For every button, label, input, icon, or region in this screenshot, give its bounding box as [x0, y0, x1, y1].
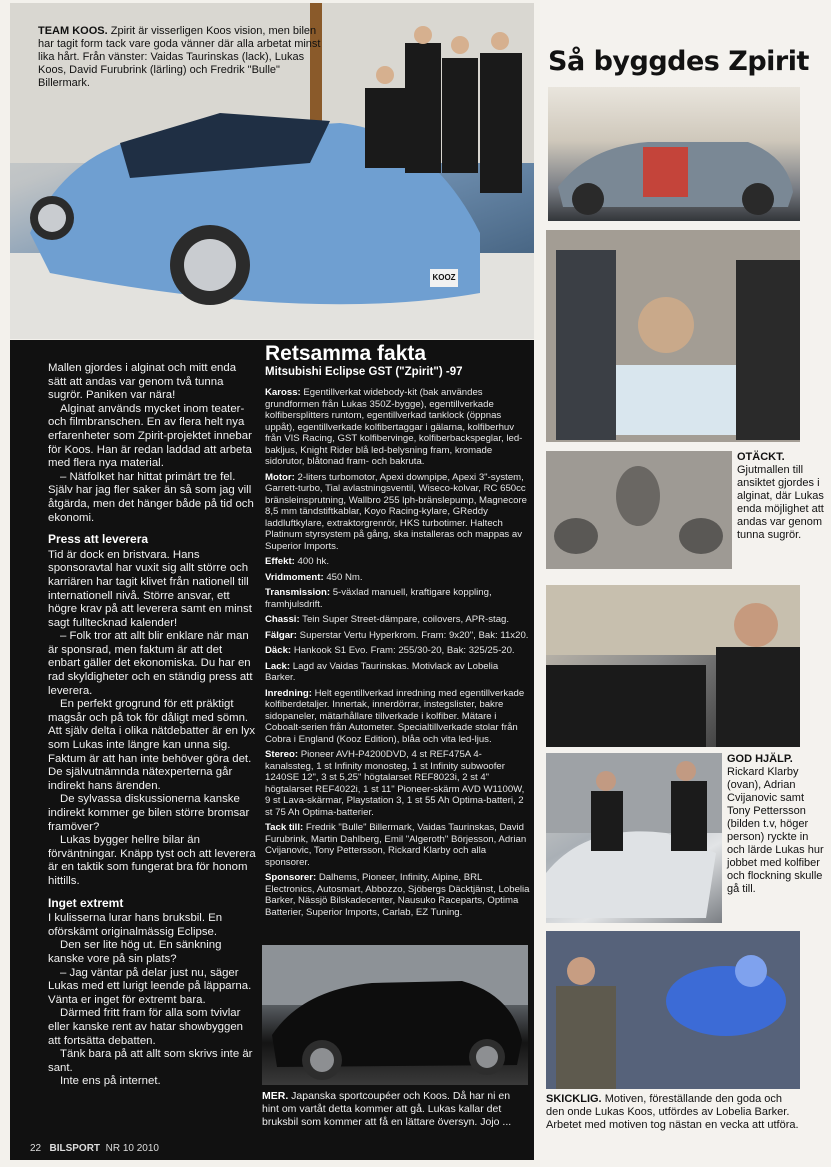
- fact-text: 2-liters turbomotor, Apexi downpipe, Apexi 3"-system, Garrett-turbo, Tial avlastningsventil, Wiseco-kolvar, RC 650cc bränsleinsprutning, Wallbro 255 lph-bränslepump, Magnecore 8,5 mm tändstiftkablar, Koyo Racing-kylare, GReddy laddluftkylare, extraktorgrenrör, HKS turbotimer. Haltech Platinum styrsystem på gång, ska installeras och mappas av Superior Imports.: [265, 471, 528, 552]
- fact-label: Vridmoment:: [265, 571, 324, 583]
- team-caption-lead: TEAM KOOS.: [38, 25, 108, 37]
- paragraph: – Jag väntar på delar just nu, säger Lukas med ett lurigt leende på läpparna. Vänta er inget för extremt bara.: [48, 966, 252, 1006]
- face-mold-photo: [546, 451, 732, 569]
- paragraph: I kulisserna lurar hans bruksbil. En oförskämt originalmässig Eclipse.: [48, 912, 223, 938]
- paragraph: Alginat används mycket inom teater- och filmbranschen. En av flera helt nya erfarenheter som Zpirit-projektet innebar för Koos. Han är redan laddad att arbeta med flera nya material.: [48, 402, 252, 470]
- fact-label: Kaross:: [265, 387, 301, 398]
- page-footer: [30, 1143, 159, 1154]
- fact-item: [265, 572, 530, 584]
- paragraph: Lukas bygger hellre bilar än förväntningar. Knäpp tyst och att leverera är en taktik som fungerat bra för honom hittills.: [48, 834, 256, 887]
- fact-label: Fälgar:: [265, 629, 297, 641]
- black-car-illustration: [262, 945, 528, 1085]
- fact-text: Pioneer AVH-P4200DVD, 4 st REF475A 4-kanalssteg, 1 st Infinity monosteg, 1 st Infinity subwoofer 1240SE 12", 3 st 5,25" högtalarset REF8023i, 2 st 4" högtalarset REF4022i, 1 st 11" Pioneer-skärm AVD W1100W, 9 st Lava-skärmar, Playstation 3, 1 st 55 Ah Optima-batteri, 2 st 75 Ah Optima-batterier.: [265, 749, 525, 818]
- face-mold-illustration: [546, 451, 732, 569]
- fact-item: [265, 587, 530, 610]
- paragraph: Inte ens på internet.: [60, 1075, 161, 1088]
- bottom-caption-text: Japanska sportcoupéer och Koos. Då har ni en hint om vartåt detta kommer att gå. Lukas kallar det bruksbil som kommer att få en lättare översyn. Jojo ...: [262, 1090, 512, 1128]
- fact-item: [265, 645, 530, 657]
- paragraph: – Nätfolket har hittat primärt tre fel. Själv har jag fler saker än så som jag vill åtgärda, men det hänger både på tid och ekonomi.: [48, 470, 254, 524]
- facts-subtitle: Mitsubishi Eclipse GST ("Zpirit") -97: [265, 366, 463, 378]
- fact-text: 5-växlad manuell, kraftigare koppling, framhjulsdrift.: [265, 587, 492, 610]
- fact-label: Sponsorer:: [265, 872, 317, 883]
- paragraph: Tänk bara på att allt som skrivs inte är sant.: [48, 1048, 253, 1074]
- fact-text: Helt egentillverkad inredning med egentillverkade kolfiberdetaljer. Innertak, innerdörrar, instegslister, bakre sidopaneler, mätarhållare tillverkade i kolfiber. Mätare i Coboalt-serien från Autometer. Specialtillverkade stolar från Cobra i England (Kooz Edition), blåa och vita led-ljus.: [265, 687, 525, 745]
- sidebar-title: Så byggdes Zpirit: [548, 46, 809, 77]
- paragraph: – Folk tror att allt blir enklare när man är sponsrad, men faktum är att det enbart gäller det ekonomiska. Du har en rad skyldigheter och en ständig press att leverera.: [48, 630, 253, 697]
- bottom-caption: [262, 1090, 528, 1129]
- caption-otackt-text: Gjutmallen till ansiktet gjordes i alginat, där Lukas enda möjlighet att andas var genom tunna sugrör.: [737, 464, 824, 541]
- fact-text: Egentillverkat widebody-kit (bak användes grundformen från Lukas 350Z-bygge), egentillverkade kolfibersplitters runtom, egentillverkad tanklock (öppnas uppåt), egentillverkade kolfibertaggar i gälarna, kolfiberhuv från VIS Racing, GST kolfibervinge, kolfiberbackspeglar, led-bakljus, Knight Rider blå led-belysning fram, kromade sidorutor, blåtonad fram- och bakruta.: [265, 387, 523, 467]
- fact-label: Chassi:: [265, 614, 300, 625]
- fact-text: Dalhems, Pioneer, Infinity, Alpine, BRL Electronics, Autosmart, Abbozzo, Sjöbergs Däcktjänst, Lobelia Barker, Nässjö Bilskadecenter, Nausuko Raceparts, Optima Batterier, Superior Imports, Carlab, EZ Tuning.: [265, 872, 530, 918]
- facts-list: [265, 387, 530, 922]
- fact-text: Lagd av Vaidas Taurinskas. Motivlack av Lobelia Barker.: [265, 660, 499, 683]
- fact-label: Motor:: [265, 471, 295, 483]
- fact-label: Stereo:: [265, 749, 299, 760]
- fact-text: 450 Nm.: [326, 571, 363, 583]
- magazine-name: BILSPORT: [49, 1143, 101, 1154]
- caption-god-hjalp: [727, 753, 827, 896]
- team-caption-text: Zpirit är visserligen Koos vision, men bilen har tagit form tack vare goda vänner där alla arbetat minst lika hårt. Från vänster: Vaidas Taurinskas (lack), Lukas Koos, David Furubrink (lärling) och Fredrik "Bulle" Billermark.: [38, 25, 321, 89]
- stripped-car-illustration: [548, 87, 800, 221]
- license-plate: KOOZ: [432, 273, 456, 282]
- section-heading: Press att leverera: [48, 532, 149, 547]
- airbrush-illustration: [546, 931, 800, 1089]
- fact-item: [265, 872, 530, 918]
- fact-item: [265, 387, 530, 468]
- flocking-photo: [546, 753, 722, 923]
- fact-label: Tack till:: [265, 822, 304, 833]
- paragraph: Mallen gjordes i alginat och mitt enda sätt att andas var genom två tunna sugrör. Paniken var nära!: [48, 362, 237, 402]
- alginat-mold-illustration: [546, 230, 800, 442]
- paragraph: Tid är dock en bristvara. Hans sponsoravtal har vuxit sig allt större och karriären har tagit klivet från nationell till internationell nivå. Större ansvar, ett högre krav på att leverera samt en minst sagt fulltecknad kalender!: [48, 548, 252, 629]
- main-article-text: [48, 362, 256, 1089]
- caption-skicklig-text: Motiven, föreställande den goda och den onde Lukas Koos, utfördes av Lobelia Barker. Arbetet med motiven tog nästan en vecka att utföra.: [546, 1093, 799, 1131]
- fact-item: [265, 630, 530, 642]
- team-caption: [38, 25, 328, 90]
- page-number: 22: [30, 1143, 42, 1154]
- fact-text: Tein Super Street-dämpare, coilovers, APR-stag.: [302, 614, 510, 625]
- fact-label: Effekt:: [265, 556, 295, 567]
- fact-text: Superstar Vertu Hyperkrom. Fram: 9x20", Bak: 11x20.: [299, 629, 529, 641]
- fact-item: [265, 472, 530, 553]
- fact-label: Lack:: [265, 660, 291, 672]
- caption-skicklig-lead: SKICKLIG.: [546, 1093, 602, 1105]
- carbon-work-illustration: [546, 585, 800, 747]
- caption-god-hjalp-text: Rickard Klarby (ovan), Adrian Cvijanovic samt Tony Pettersson (bilden t.v, höger person) ryckte in och lärde Lukas hur jobbet med kolfiber och flockning skulle gå till.: [727, 766, 824, 895]
- carbon-work-photo: [546, 585, 800, 747]
- fact-label: Transmission:: [265, 587, 331, 598]
- issue-number: NR 10 2010: [105, 1143, 159, 1154]
- section-heading: Inget extremt: [48, 895, 124, 910]
- caption-otackt: [737, 451, 825, 542]
- paragraph: De sylvassa diskussionerna kanske indirekt kommer ge bilen större bromsar framöver?: [48, 793, 250, 833]
- fact-item: [265, 661, 530, 684]
- fact-text: Hankook S1 Evo. Fram: 255/30-20, Bak: 325/25-20.: [293, 645, 515, 656]
- paragraph: Den ser lite hög ut. En sänkning kanske vore på sin plats?: [48, 939, 222, 965]
- hero-car-photo: [10, 3, 534, 339]
- fact-text: 400 hk.: [297, 556, 330, 567]
- black-eclipse-photo: [262, 945, 528, 1085]
- caption-god-hjalp-lead: GOD HJÄLP.: [727, 753, 793, 765]
- paragraph: Därmed fritt fram för alla som tvivlar eller kanske rent av hatar showbyggen att fortsätta debatten.: [48, 1007, 244, 1047]
- fact-label: Inredning:: [265, 687, 312, 699]
- bottom-caption-lead: MER.: [262, 1090, 289, 1102]
- build-photo-2: [546, 230, 800, 442]
- fact-item: [265, 556, 530, 568]
- fact-item: [265, 822, 530, 868]
- fact-text: Fredrik "Bulle" Billermark, Vaidas Taurinskas, David Furubrink, Martin Dahlberg, Emil "Algeroth" Börjesson, Adrian Cvijanovic, Tony Pettersson, Rickard Klarby och alla sponsorer.: [265, 822, 527, 868]
- fact-item: [265, 749, 530, 818]
- fact-item: [265, 614, 530, 626]
- build-photo-1: [548, 87, 800, 221]
- fact-label: Däck:: [265, 645, 292, 656]
- flocking-illustration: [546, 753, 722, 923]
- airbrush-photo: [546, 931, 800, 1089]
- caption-skicklig: [546, 1093, 802, 1132]
- fact-item: [265, 688, 530, 746]
- paragraph: En perfekt grogrund för ett präktigt magsår och på tok för dåligt med sömn. Att själv delta i olika nätdebatter är en lyx som Lukas inte längre kan unna sig. Faktum är att han inte behöver göra det. De självutnämnda nätexperterna går indirekt hans ärenden.: [48, 698, 256, 792]
- facts-title: Retsamma fakta: [265, 342, 427, 365]
- caption-otackt-lead: OTÄCKT.: [737, 451, 785, 463]
